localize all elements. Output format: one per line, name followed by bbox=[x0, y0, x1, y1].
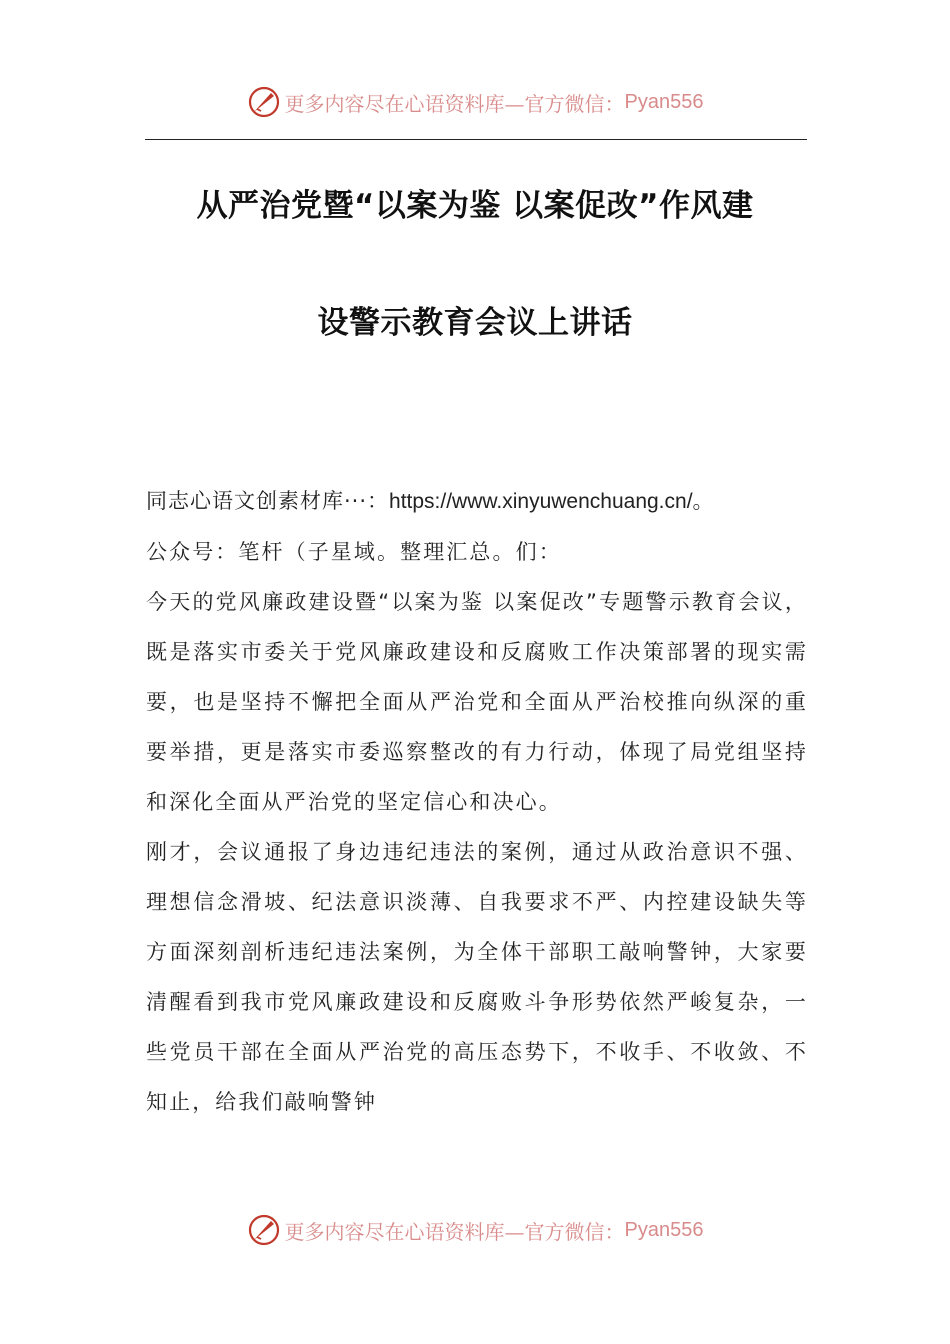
footer-banner-text: 更多内容尽在心语资料库—官方微信： bbox=[284, 1219, 625, 1244]
source-line: 公众号：笔杆（子星域。整理汇总。们： bbox=[146, 540, 562, 564]
paragraph-1: 今天的党风廉政建设暨“以案为鉴 以案促改”专题警示教育会议，既是落实市委关于党风廉政建设和反腐败工作决策部署的现实需要，也是坚持不懈把全面从严治党和全面从严治校推向纵深的重要举措，更是落实市委巡察整改的有力行动，体现了局党组坚持和深化全面从严治党的坚定信心和决心。 bbox=[146, 590, 808, 814]
quill-logo-icon bbox=[247, 85, 281, 119]
document-title-line-1: 从严治党暨“以案为鉴 以案促改”作风建 bbox=[196, 188, 754, 224]
quill-logo-icon bbox=[247, 1213, 281, 1247]
header-banner bbox=[0, 82, 950, 122]
greeting-line bbox=[146, 476, 808, 527]
footer-banner bbox=[0, 1210, 950, 1250]
footer-wechat-id: Pyan556 bbox=[624, 1218, 704, 1241]
header-wechat-id: Pyan556 bbox=[624, 90, 704, 113]
greeting-prefix: 同志心语文创素材库···： bbox=[146, 489, 390, 513]
document-title-line-2: 设警示教育会议上讲话 bbox=[317, 305, 633, 341]
header-divider bbox=[145, 139, 807, 140]
header-banner-text: 更多内容尽在心语资料库—官方微信： bbox=[284, 91, 625, 116]
document-body bbox=[146, 476, 808, 1127]
greeting-url: https://www.xinyuwenchuang.cn/ bbox=[389, 490, 693, 513]
greeting-suffix: 。 bbox=[692, 489, 715, 513]
paragraph-2: 刚才，会议通报了身边违纪违法的案例，通过从政治意识不强、理想信念滑坡、纪法意识淡薄、自我要求不严、内控建设缺失等方面深刻剖析违纪违法案例，为全体干部职工敲响警钟，大家要清醒看到我市党风廉政建设和反腐败斗争形势依然严峻复杂，一些党员干部在全面从严治党的高压态势下，不收手、不收敛、不知止，给我们敲响警钟 bbox=[146, 840, 808, 1114]
